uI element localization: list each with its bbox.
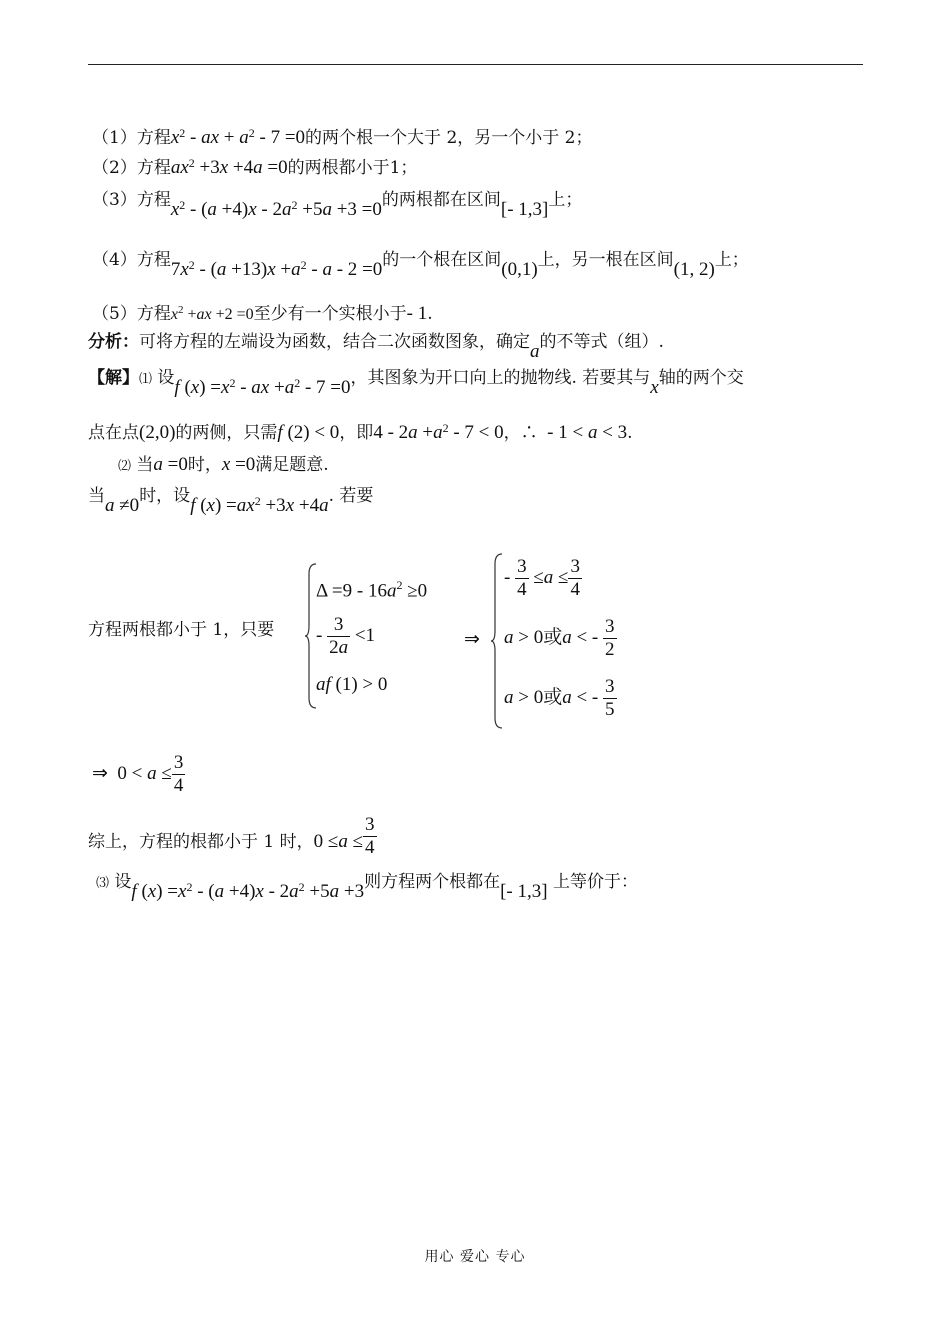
- problem-2: （2）方程$ax^2 +3x +4a =0$的两根都小于1；: [92, 156, 418, 178]
- problem-4: （4）方程$7x^2 - (a +13)x +a^2 - a - 2 =0$的一个根在区间(0,1)上，另一根在区间(1, 2)上；: [92, 250, 749, 280]
- system-1-row-2: - $\frac{3}{2a}$ <1: [316, 614, 376, 658]
- page-footer: 用心 爱心 专心: [424, 1249, 526, 1265]
- system-2-row-2: a > 0或a < - $\frac{3}{2}$: [504, 616, 615, 660]
- system-1-row-1: $\Delta =9 - 16a^2 \ge 0$: [316, 578, 428, 602]
- solution-part-3: ⑶ 设f $(x) =x^2 - (a +4)x - 2a^2 +5a +3$则方程两个根都在[- 1,3] 上等价于：: [96, 872, 638, 902]
- system-1-row-3: af (1) > 0: [316, 674, 388, 695]
- system-intro: 方程两根都小于 1，只要: [88, 620, 275, 640]
- left-brace-2: [490, 552, 504, 730]
- system-2-row-1: - $\frac{3}{4}$ ≤a ≤ $\frac{3}{4}$: [504, 556, 580, 600]
- solution-part-1-cont: 点在点(2,0)的两侧，只需f (2) < 0，即$4 - 2a +a^2 - 7 < 0$，∴ - 1 < a < 3.: [88, 421, 633, 443]
- result-implies: ⇒ 0 < a ≤ $\frac{3}{4}$: [92, 752, 184, 796]
- problem-5: （5）方程$x^2 +ax +2 =0$至少有一个实根小于- 1.: [92, 303, 433, 324]
- problem-3: （3）方程$x^2 - (a +4)x - 2a^2 +5a +3 =0$的两根都在区间[- 1,3]上；: [92, 190, 583, 220]
- implies-arrow: ⇒: [464, 629, 480, 650]
- solution-part-1: 【解】⑴ 设f $(x) =x^2$ - ax $+a^2 - 7 =0$，其图象为开口向上的抛物线. 若要其与x轴的两个交: [88, 368, 744, 398]
- problem-1: （1）方程$x^2$ - ax + $a^2 - 7 =0$的两个根一个大于 2，另一个小于 2；: [92, 126, 593, 148]
- header-rule: [88, 64, 863, 65]
- summary: 综上，方程的根都小于 1 时，0 ≤a ≤ $\frac{3}{4}$: [88, 814, 375, 858]
- solution-part-2b: 当a ≠0时，设f $(x) =ax^2 +3x +4a$. 若要: [88, 486, 374, 516]
- solution-part-2: ⑵ 当a =0时，x =0满足题意.: [118, 454, 329, 475]
- system-2-row-3: a > 0或a < - $\frac{3}{5}$: [504, 676, 615, 720]
- analysis: 分析：可将方程的左端设为函数，结合二次函数图象，确定a的不等式（组）.: [88, 332, 664, 362]
